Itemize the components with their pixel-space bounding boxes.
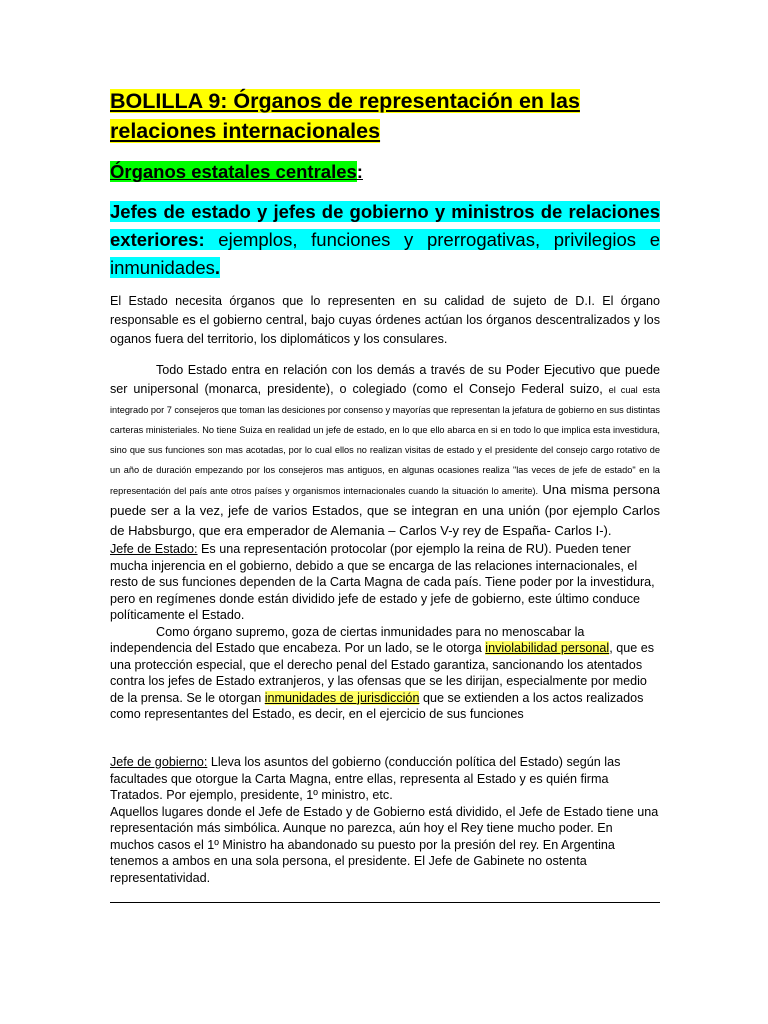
executive-text-b: Una misma persona puede ser a la vez, jefe de varios Estados, que se integran en una unión (por ejemplo Carlos de Habsburgo, que era emperador de Alemania – Carlos V-y rey de España- Carlos I-).: [110, 482, 660, 538]
jefe-estado-label: Jefe de Estado:: [110, 542, 198, 556]
jefe-gobierno-text: Lleva los asuntos del gobierno (conducción política del Estado) según las facultades que otorgue la Carta Magna, entre ellas, representa al Estado y es quién firma Tratados. Por ejemplo, presidente, 1º ministro, etc.: [110, 755, 621, 802]
topic-heading-bold: Jefes de estado y jefes de gobierno y ministros de relaciones exteriores:: [110, 201, 660, 250]
topic-heading-highlight: [110, 201, 660, 278]
executive-note-small: el cual esta integrado por 7 consejeros que toman las desiciones por consenso y mayorías que representan la jefatura de gobierno en sus distintas carteras ministeriales. No tiene Suiza en realidad un jefe de estado, en lo que ello abarca en si en todo lo que implica esta investidura, sino que sus funciones son mas acotadas, por lo cual ellos no realizan visitas de estado y el presidente del consejo cargo rotativo de un año de duración empezando por los consejeros mas antiguos, en algunas ocasiones realiza "las veces de jefe de estado" en la representación del país ante otros países y organismos internacionales cuando la situación lo amerite).: [110, 385, 660, 496]
jefe-estado-text: Es una representación protocolar (por ejemplo la reina de RU). Pueden tener mucha injerencia en el gobierno, debido a que se encarga de las relaciones internacionales, el resto de sus funciones dependen de la Carta Magna de cada país. Tiene poder por la investidura, pero en regímenes donde están dividido jefe de estado y jefe de gobierno, este último conduce políticamente el Estado.: [110, 542, 655, 622]
immunities-text-a: Como órgano supremo, goza de ciertas inmunidades para no menoscabar la independencia del Estado que encabeza. Por un lado, se le otorga: [110, 624, 585, 655]
section-subtitle: [110, 160, 363, 184]
document-page: [110, 0, 660, 1024]
jefe-estado-immunities: [110, 624, 660, 723]
jefe-gobierno-text-2: Aquellos lugares donde el Jefe de Estado y de Gobierno está dividido, el Jefe de Estado tiene una representación más simbólica. Aunque no parezca, aún hoy el Rey tiene mucho poder. En muchos casos el 1º Ministro ha abandonado su puesto por la presión del rey. En Argentina tenemos a ambos en una sola persona, el presidente. El Jefe de Gabinete no ostenta representatividad.: [110, 804, 659, 885]
intro-paragraph: [110, 292, 660, 349]
page-title: [110, 86, 660, 146]
immunities-text-b: , que es una protección especial, que el derecho penal del Estado garantiza, sancionando los atentados contra los jefes de Estado extranjeros, y las ofensas que se les dirijan, especialmente por medio de la prensa. Se le otorgan: [110, 641, 655, 705]
topic-heading: [110, 198, 660, 282]
immunities-text-c: que se extienden a los actos realizados como representantes del Estado, es decir, en el ejercicio de sus funciones: [110, 690, 644, 721]
highlight-inviolabilidad: inviolabilidad personal: [485, 641, 610, 655]
intro-text: El Estado necesita órganos que lo representen en su calidad de sujeto de D.I. El órgano responsable es el gobierno central, bajo cuyas órdenes actúan los órganos descentralizados y los oganos fuera del territorio, los diplomáticos y los consulares.: [110, 294, 660, 346]
jefe-gobierno-label: Jefe de gobierno:: [110, 755, 208, 769]
subtitle-colon: :: [356, 161, 363, 182]
title-text: BOLILLA 9: Órganos de representación en las relaciones internacionales: [110, 89, 580, 143]
executive-paragraph: [110, 361, 660, 541]
jefe-gobierno-section: [110, 754, 660, 886]
topic-heading-end: .: [214, 257, 221, 278]
executive-text-a: Todo Estado entra en relación con los demás a través de su Poder Ejecutivo que puede ser unipersonal (monarca, presidente), o colegiado (como el Consejo Federal suizo,: [110, 363, 660, 396]
topic-heading-normal: ejemplos, funciones y prerrogativas, privilegios e inmunidades: [110, 229, 660, 278]
subtitle-text: Órganos estatales centrales: [110, 161, 357, 182]
jefe-estado-section: [110, 541, 660, 723]
footer-divider: [110, 902, 660, 903]
highlight-inmunidades: inmunidades de jurisdicción: [264, 690, 420, 705]
